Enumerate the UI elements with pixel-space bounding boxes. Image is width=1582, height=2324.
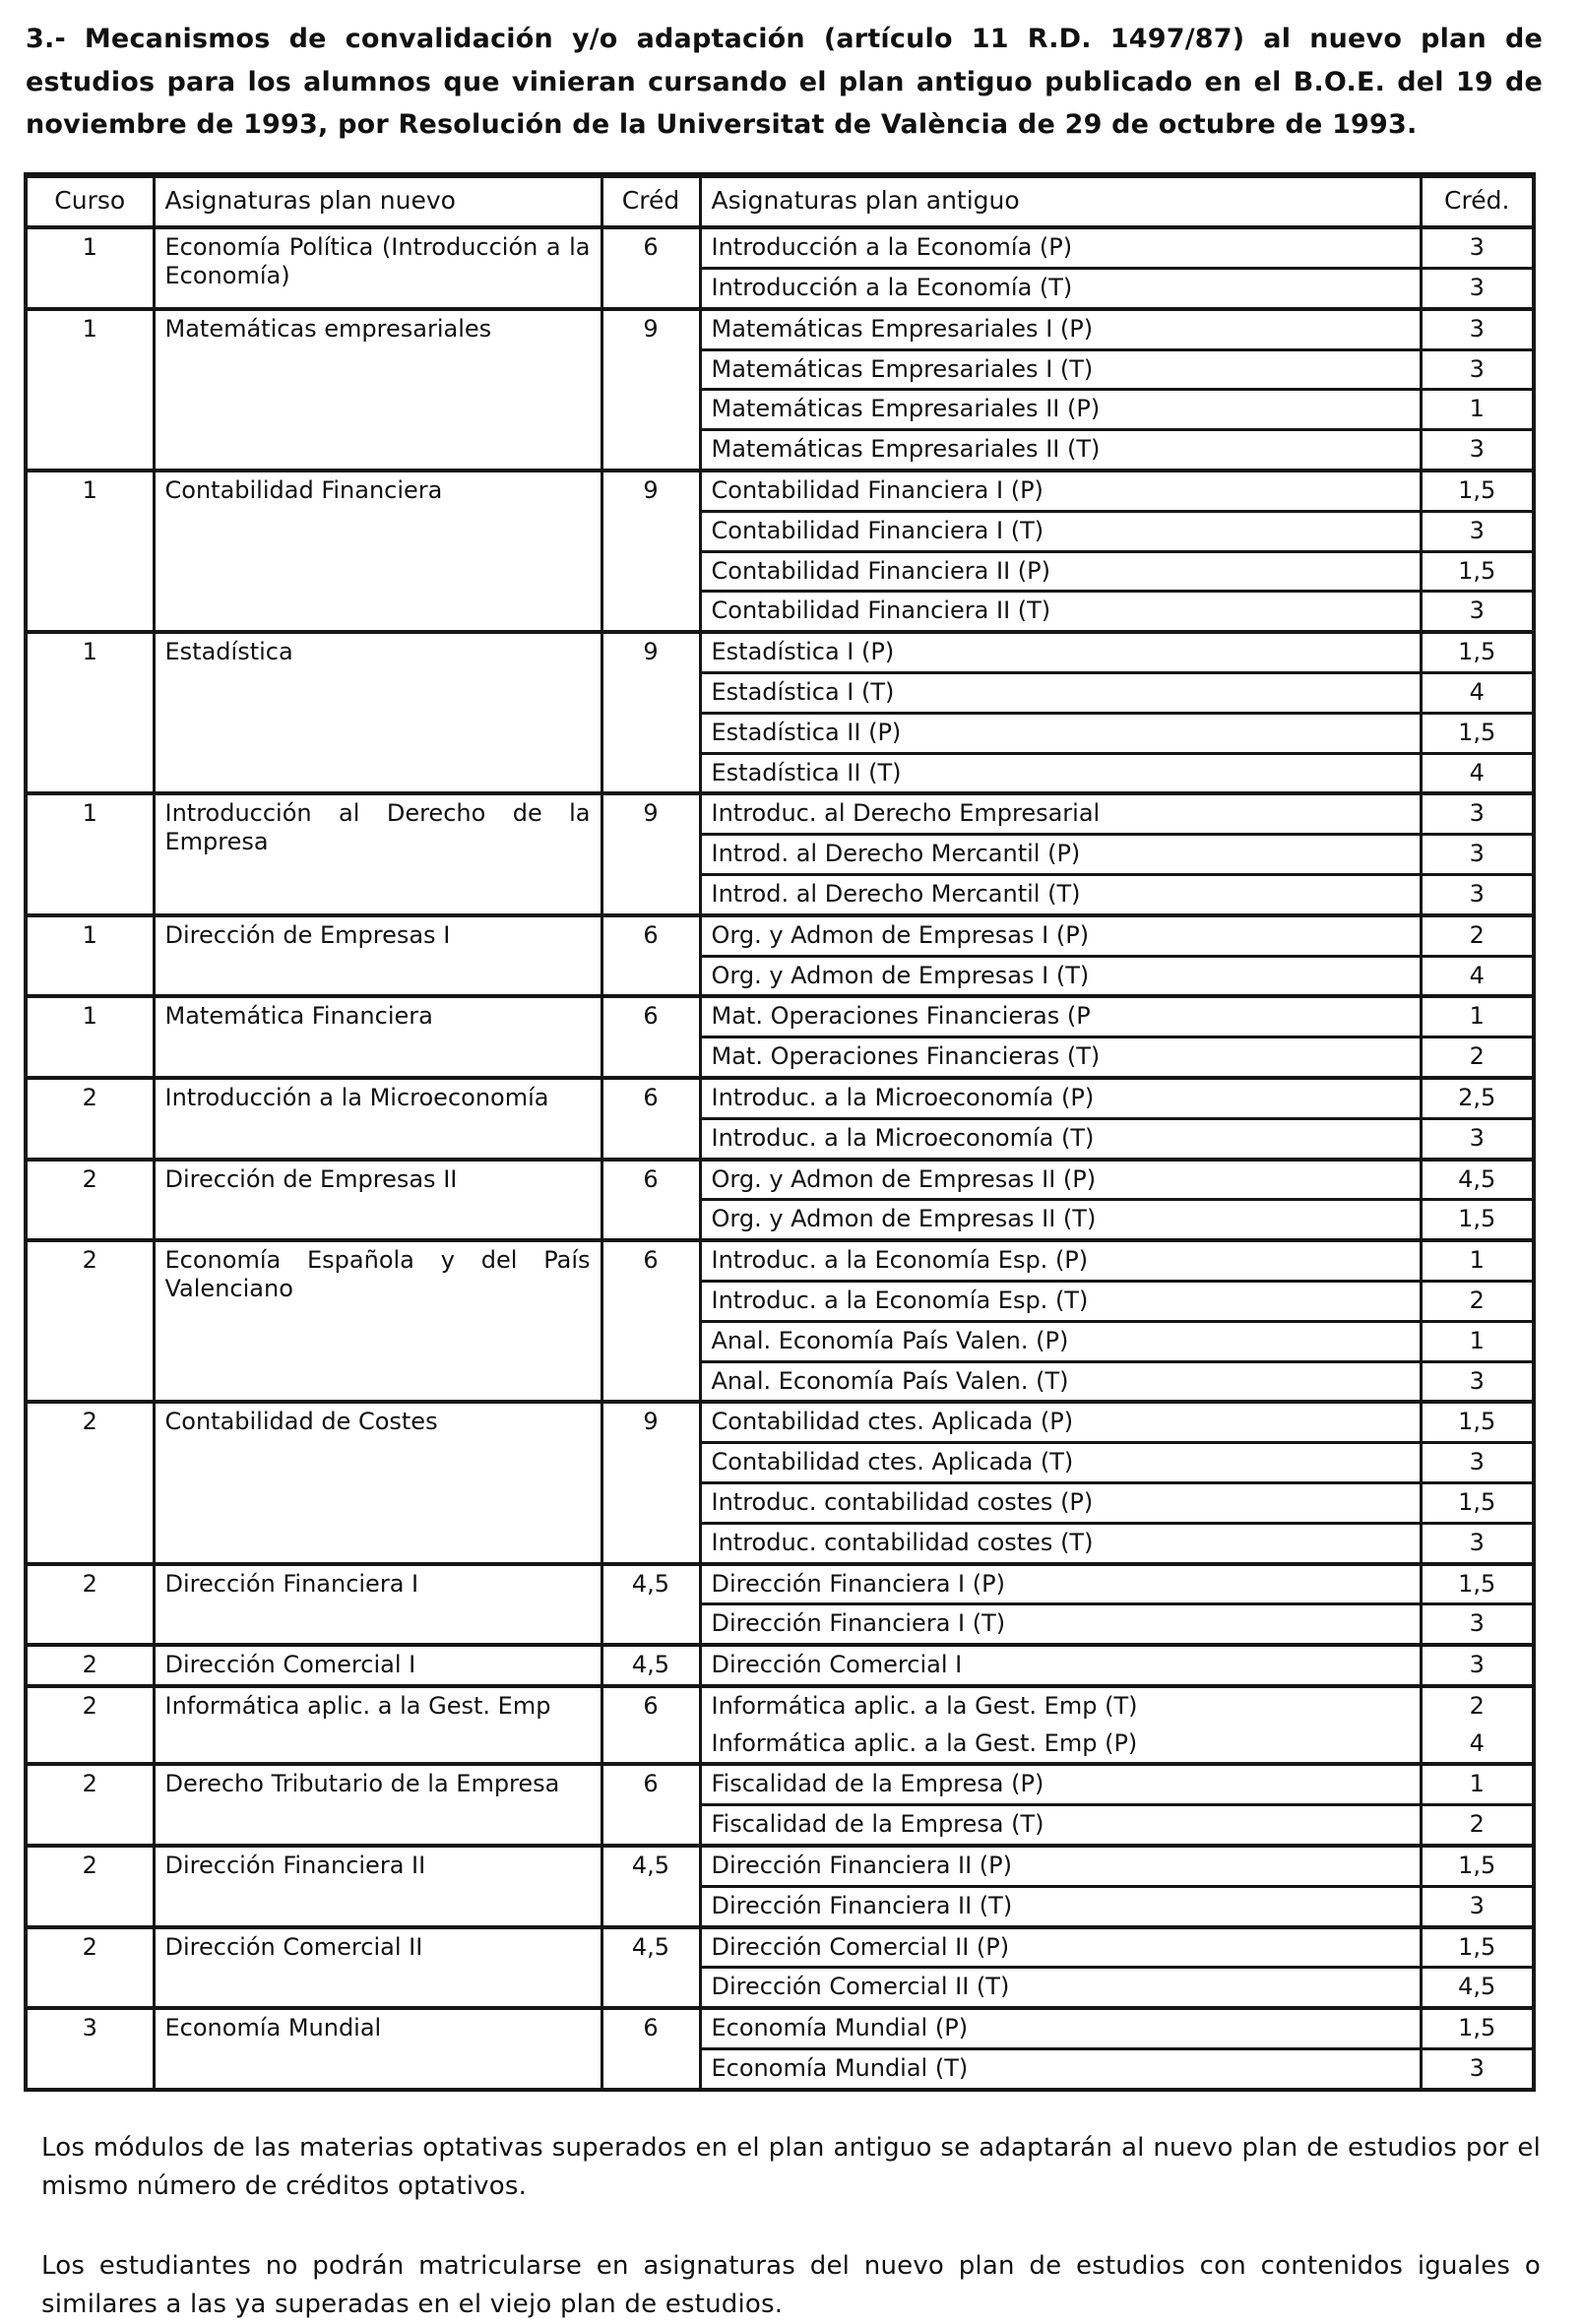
old-subject-cell: Anal. Economía País Valen. (T) <box>700 1361 1421 1402</box>
old-credits-cell: 3 <box>1421 1886 1534 1926</box>
curso-cell: 1 <box>26 793 154 914</box>
old-credits-cell: 1,5 <box>1421 1200 1534 1240</box>
old-credits-cell: 1 <box>1421 1764 1534 1804</box>
table-row <box>26 1927 1534 1968</box>
new-subject-cell: Dirección Comercial I <box>154 1645 601 1686</box>
new-subject-cell: Introducción al Derecho de la Empresa <box>154 793 601 914</box>
old-subject-cell: Org. y Admon de Empresas II (T) <box>700 1200 1421 1240</box>
old-subject-cell: Anal. Economía País Valen. (P) <box>700 1321 1421 1361</box>
old-credits-cell: 1,5 <box>1421 2008 1534 2048</box>
curso-cell: 2 <box>26 1564 154 1646</box>
old-subject-cell: Estadística I (T) <box>700 672 1421 713</box>
new-credits-cell: 4,5 <box>601 1645 700 1686</box>
old-credits-cell: 3 <box>1421 1361 1534 1402</box>
new-credits-cell: 4,5 <box>601 1927 700 2009</box>
old-subject-cell: Org. y Admon de Empresas I (P) <box>700 915 1421 956</box>
old-subject-cell: Dirección Comercial II (P) <box>700 1927 1421 1968</box>
table-row <box>26 915 1534 956</box>
table-row <box>26 632 1534 672</box>
old-credits-cell: 3 <box>1421 430 1534 471</box>
new-credits-cell: 6 <box>601 1764 700 1846</box>
old-credits-cell: 1 <box>1421 1240 1534 1281</box>
table-row <box>26 227 1534 268</box>
old-subject-cell: Dirección Comercial II (T) <box>700 1968 1421 2008</box>
old-subject-cell: Dirección Financiera I (T) <box>700 1604 1421 1645</box>
curso-cell: 1 <box>26 471 154 632</box>
new-subject-cell: Derecho Tributario de la Empresa <box>154 1764 601 1846</box>
old-credits-cell: 1,5 <box>1421 713 1534 753</box>
old-subject-cell: Dirección Comercial I <box>700 1645 1421 1686</box>
old-credits-cell: 4 <box>1421 956 1534 996</box>
new-credits-cell: 9 <box>601 471 700 632</box>
new-subject-cell: Dirección Comercial II <box>154 1927 601 2009</box>
new-subject-cell: Informática aplic. a la Gest. Emp <box>154 1686 601 1765</box>
old-credits-cell: 3 <box>1421 309 1534 349</box>
header-cred-antiguo: Créd. <box>1421 175 1534 227</box>
curso-cell: 2 <box>26 1764 154 1846</box>
old-credits-cell: 3 <box>1421 349 1534 390</box>
old-subject-cell: Introducción a la Economía (T) <box>700 269 1421 309</box>
table-body <box>26 227 1534 2090</box>
curso-cell: 3 <box>26 2008 154 2090</box>
table-row <box>26 1160 1534 1200</box>
old-subject-cell: Contabilidad ctes. Aplicada (P) <box>700 1402 1421 1442</box>
old-subject-cell: Introduc. al Derecho Empresarial <box>700 793 1421 834</box>
header-curso: Curso <box>54 186 126 216</box>
old-subject-cell: Contabilidad Financiera I (T) <box>700 511 1421 551</box>
section-heading: 3.- Mecanismos de convalidación y/o adaptación (artículo 11 R.D. 1497/87) al nuevo plan de estudios para los alumnos que vinieran cursando el plan antiguo publicado en el B.O.E. del 19 de noviembre de 1993, por Resolución de la Universitat de València de 29 de octubre de 1993. <box>26 24 1543 141</box>
new-subject-cell: Contabilidad de Costes <box>154 1402 601 1563</box>
table-row <box>26 1645 1534 1686</box>
new-credits-cell: 9 <box>601 1402 700 1563</box>
old-credits-cell: 3 <box>1421 227 1534 268</box>
old-subject-cell: Dirección Financiera I (P) <box>700 1564 1421 1604</box>
new-credits-cell: 4,5 <box>601 1846 700 1927</box>
old-credits-cell: 1,5 <box>1421 471 1534 511</box>
old-credits-cell: 3 <box>1421 1118 1534 1159</box>
new-subject-cell: Matemática Financiera <box>154 996 601 1078</box>
old-subject-cell: Introduc. a la Microeconomía (P) <box>700 1078 1421 1118</box>
old-subject-cell: Contabilidad Financiera II (P) <box>700 551 1421 592</box>
old-subject-cell: Introd. al Derecho Mercantil (P) <box>700 835 1421 875</box>
old-credits-cell: 1,5 <box>1421 1402 1534 1442</box>
new-subject-cell: Dirección Financiera I <box>154 1564 601 1646</box>
old-credits-cell: 3 <box>1421 874 1534 914</box>
curso-cell: 1 <box>26 632 154 793</box>
curso-cell: 2 <box>26 1846 154 1927</box>
new-subject-cell: Introducción a la Microeconomía <box>154 1078 601 1160</box>
old-subject-cell: Matemáticas Empresariales II (T) <box>700 430 1421 471</box>
old-credits-cell: 3 <box>1421 592 1534 632</box>
old-credits-cell: 1,5 <box>1421 1927 1534 1968</box>
table-row <box>26 1078 1534 1118</box>
old-credits-cell: 1,5 <box>1421 1846 1534 1886</box>
table-row <box>26 996 1534 1036</box>
new-subject-cell: Contabilidad Financiera <box>154 471 601 632</box>
curso-cell: 2 <box>26 1078 154 1160</box>
old-subject-cell: Dirección Financiera II (P) <box>700 1846 1421 1886</box>
new-subject-cell: Dirección Financiera II <box>154 1846 601 1927</box>
old-credits-cell: 3 <box>1421 2049 1534 2090</box>
curso-cell: 2 <box>26 1160 154 1241</box>
table-header <box>26 175 1534 227</box>
old-subject-cell: Fiscalidad de la Empresa (P) <box>700 1764 1421 1804</box>
new-credits-cell: 9 <box>601 632 700 793</box>
old-subject-cell: Dirección Financiera II (T) <box>700 1886 1421 1926</box>
old-subject-cell: Introd. al Derecho Mercantil (T) <box>700 874 1421 914</box>
old-subject-cell: Economía Mundial (T) <box>700 2049 1421 2090</box>
old-subject-cell: Matemáticas Empresariales I (T) <box>700 349 1421 390</box>
old-credits-cell: 4 <box>1421 672 1534 713</box>
new-subject-cell: Economía Política (Introducción a la Economía) <box>154 227 601 309</box>
curso-cell: 2 <box>26 1686 154 1765</box>
curso-cell: 2 <box>26 1645 154 1686</box>
old-subject-cell: Introducción a la Economía (P) <box>700 227 1421 268</box>
table-row <box>26 471 1534 511</box>
old-credits-cell: 3 <box>1421 269 1534 309</box>
curso-cell: 2 <box>26 1927 154 2009</box>
new-credits-cell: 6 <box>601 1686 700 1765</box>
old-subject-cell: Estadística I (P) <box>700 632 1421 672</box>
old-credits-cell: 1,5 <box>1421 632 1534 672</box>
curso-cell: 1 <box>26 227 154 309</box>
old-subject-cell: Estadística II (T) <box>700 753 1421 793</box>
curso-cell: 1 <box>26 915 154 997</box>
old-credits-cell: 3 <box>1421 1604 1534 1645</box>
old-credits-cell: 3 <box>1421 511 1534 551</box>
old-subject-cell: Introduc. a la Microeconomía (T) <box>700 1118 1421 1159</box>
new-subject-cell: Matemáticas empresariales <box>154 309 601 471</box>
old-subject-cell: Introduc. a la Economía Esp. (P) <box>700 1240 1421 1281</box>
header-asignaturas-plan-nuevo: Asignaturas plan nuevo <box>154 175 601 227</box>
old-credits-cell: 2 <box>1421 1686 1534 1726</box>
old-credits-cell: 4,5 <box>1421 1160 1534 1200</box>
old-credits-cell: 1 <box>1421 996 1534 1036</box>
course-equivalence-table <box>24 172 1536 2092</box>
curso-cell: 2 <box>26 1240 154 1402</box>
new-subject-cell: Economía Mundial <box>154 2008 601 2090</box>
old-credits-cell: 1,5 <box>1421 1564 1534 1604</box>
table-row <box>26 1686 1534 1726</box>
table-row <box>26 2008 1534 2048</box>
old-subject-cell: Contabilidad ctes. Aplicada (T) <box>700 1443 1421 1483</box>
old-credits-cell: 3 <box>1421 835 1534 875</box>
old-subject-cell: Contabilidad Financiera II (T) <box>700 592 1421 632</box>
table-row <box>26 1564 1534 1604</box>
old-credits-cell: 3 <box>1421 793 1534 834</box>
old-subject-cell: Mat. Operaciones Financieras (T) <box>700 1037 1421 1078</box>
table-row <box>26 1402 1534 1442</box>
new-credits-cell: 6 <box>601 996 700 1078</box>
new-credits-cell: 4,5 <box>601 1564 700 1646</box>
table-row <box>26 1764 1534 1804</box>
table-row <box>26 1846 1534 1886</box>
old-credits-cell: 1 <box>1421 1321 1534 1361</box>
old-credits-cell: 2 <box>1421 1805 1534 1846</box>
new-subject-cell: Dirección de Empresas I <box>154 915 601 997</box>
old-credits-cell: 2 <box>1421 1281 1534 1321</box>
old-subject-cell: Estadística II (P) <box>700 713 1421 753</box>
footnote-matricula: Los estudiantes no podrán matricularse en asignaturas del nuevo plan de estudios con contenidos iguales o similares a las ya superadas en el viejo plan de estudios. <box>41 2250 1541 2319</box>
new-subject-cell: Estadística <box>154 632 601 793</box>
new-subject-cell: Economía Española y del País Valenciano <box>154 1240 601 1402</box>
new-subject-cell: Dirección de Empresas II <box>154 1160 601 1241</box>
new-credits-cell: 9 <box>601 309 700 471</box>
new-credits-cell: 9 <box>601 793 700 914</box>
table-row <box>26 793 1534 834</box>
header-asignaturas-plan-antiguo: Asignaturas plan antiguo <box>700 175 1421 227</box>
old-credits-cell: 1,5 <box>1421 551 1534 592</box>
old-subject-cell: Org. y Admon de Empresas II (P) <box>700 1160 1421 1200</box>
old-credits-cell: 2 <box>1421 915 1534 956</box>
old-subject-cell: Mat. Operaciones Financieras (P <box>700 996 1421 1036</box>
curso-cell: 2 <box>26 1402 154 1563</box>
curso-cell: 1 <box>26 996 154 1078</box>
old-credits-cell: 3 <box>1421 1443 1534 1483</box>
new-credits-cell: 6 <box>601 2008 700 2090</box>
old-credits-cell: 3 <box>1421 1523 1534 1563</box>
old-credits-cell: 2 <box>1421 1037 1534 1078</box>
new-credits-cell: 6 <box>601 1240 700 1402</box>
new-credits-cell: 6 <box>601 1078 700 1160</box>
old-subject-cell: Org. y Admon de Empresas I (T) <box>700 956 1421 996</box>
old-credits-cell: 3 <box>1421 1645 1534 1686</box>
table-row <box>26 1240 1534 1281</box>
old-subject-cell: Contabilidad Financiera I (P) <box>700 471 1421 511</box>
old-credits-cell: 4 <box>1421 1726 1534 1765</box>
old-credits-cell: 1,5 <box>1421 1482 1534 1523</box>
old-subject-cell: Introduc. a la Economía Esp. (T) <box>700 1281 1421 1321</box>
old-subject-cell: Matemáticas Empresariales II (P) <box>700 390 1421 430</box>
old-credits-cell: 4 <box>1421 753 1534 793</box>
old-credits-cell: 2,5 <box>1421 1078 1534 1118</box>
table-row <box>26 309 1534 349</box>
curso-cell: 1 <box>26 309 154 471</box>
new-credits-cell: 6 <box>601 1160 700 1241</box>
old-subject-cell: Informática aplic. a la Gest. Emp (P) <box>700 1726 1421 1765</box>
old-subject-cell: Matemáticas Empresariales I (P) <box>700 309 1421 349</box>
table-header-row <box>26 175 1534 227</box>
new-credits-cell: 6 <box>601 915 700 997</box>
old-subject-cell: Informática aplic. a la Gest. Emp (T) <box>700 1686 1421 1726</box>
header-cred-nuevo: Créd <box>601 175 700 227</box>
old-credits-cell: 4,5 <box>1421 1968 1534 2008</box>
new-credits-cell: 6 <box>601 227 700 309</box>
old-subject-cell: Introduc. contabilidad costes (T) <box>700 1523 1421 1563</box>
old-subject-cell: Fiscalidad de la Empresa (T) <box>700 1805 1421 1846</box>
old-credits-cell: 1 <box>1421 390 1534 430</box>
old-subject-cell: Economía Mundial (P) <box>700 2008 1421 2048</box>
old-subject-cell: Introduc. contabilidad costes (P) <box>700 1482 1421 1523</box>
footnote-optativas: Los módulos de las materias optativas superados en el plan antiguo se adaptarán al nuevo plan de estudios por el mismo número de créditos optativos. <box>41 2132 1541 2201</box>
